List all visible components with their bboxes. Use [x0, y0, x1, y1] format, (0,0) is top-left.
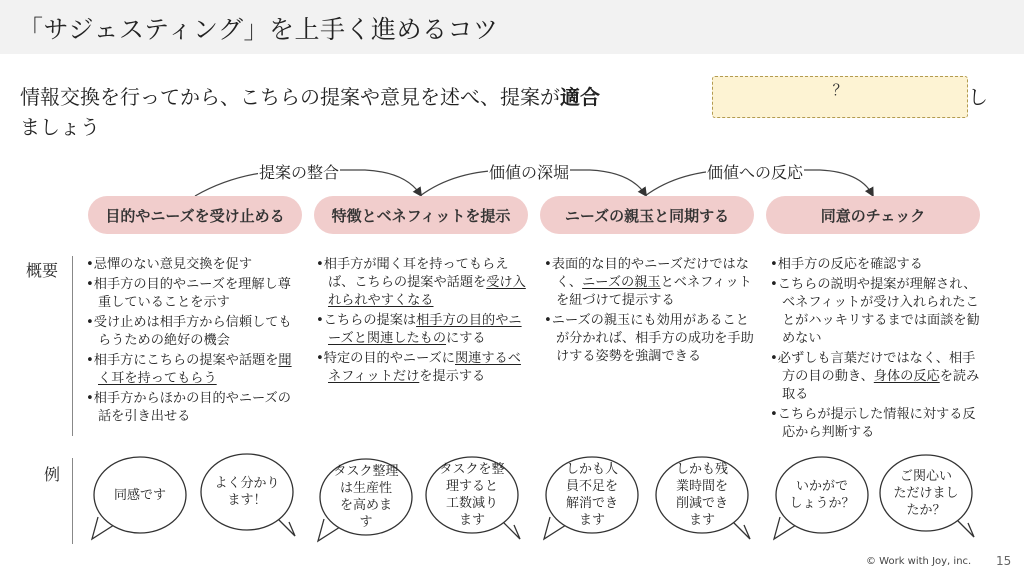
row-label-summary: 概要: [26, 261, 59, 280]
summary-bullet: •忌憚のない意見交換を促す: [86, 257, 253, 272]
summary-bullet: •こちらの提案は相手方の目的やニーズと関連したものにする: [316, 313, 522, 346]
page-title: 「サジェスティング」を上手く進めるコツ: [18, 15, 499, 44]
lead-line2: ましょう: [20, 115, 100, 139]
summary-bullet: •相手方の反応を確認する: [770, 257, 923, 272]
summary-bullet: •受け止めは相手方から信頼してもらうための絶好の機会: [86, 315, 292, 348]
summary-bullet: •必ずしも言葉だけではなく、相手方の目の動き、身体の反応を読み取る: [770, 351, 980, 402]
step-pill-2: 特徴とベネフィットを提示: [314, 196, 528, 234]
summary-bullet: •こちらが提示した情報に対する反応から判断する: [770, 407, 976, 440]
summary-bullet: •相手方にこちらの提案や話題を聞く耳を持ってもらう: [86, 353, 292, 386]
speech-bubble-text: ご関心い ただけまし たか？: [893, 468, 959, 518]
speech-bubble-text: いかがで しょうか？: [789, 479, 855, 511]
summary-bullet: •相手方の目的やニーズを理解し尊重していることを示す: [86, 277, 291, 310]
lead-part1: 情報交換を行ってから、こちらの提案や意見を述べ、提案が: [20, 85, 560, 109]
speech-bubble-text: 同感です: [113, 487, 166, 503]
lead-tail: し: [968, 85, 988, 109]
speech-bubble-text: よく分かり ます！: [214, 476, 280, 508]
step-pill-4: 同意のチェック: [766, 196, 980, 234]
speech-bubble-text: タスク整理 は生産性 を高めま す: [333, 464, 399, 530]
arc-label-1: 提案の整合: [258, 160, 340, 183]
step-pill-3: ニーズの親玉と同期する: [540, 196, 754, 234]
speech-bubble-text: しかも人 員不足を 解消でき ます: [565, 462, 618, 528]
step-pill-1: 目的やニーズを受け止める: [88, 196, 302, 234]
blank-question-mark: ？: [832, 81, 848, 99]
summary-bullet: •こちらの説明や提案が理解され、ベネフィットが受け入れられたことがハッキリするまでは面談を勧めない: [770, 277, 980, 346]
arc-label-2: 価値の深堀: [488, 160, 570, 183]
summary-bullet: •相手方からほかの目的やニーズの話を引き出せる: [86, 391, 291, 424]
page-number: 15: [996, 554, 1012, 568]
summary-bullet: •ニーズの親玉にも効用があることが分かれば、相手方の成功を手助けする姿勢を強調できる: [544, 313, 754, 364]
row-label-example: 例: [44, 465, 61, 484]
speech-bubble-text: タスクを整 理すると 工数減り ます: [439, 462, 505, 528]
lead-bold: 適合: [560, 85, 600, 109]
speech-bubble-text: しかも残 業時間を 削減でき ます: [675, 462, 728, 528]
copyright: © Work with Joy, inc.: [866, 556, 972, 567]
summary-bullet: •特定の目的やニーズに関連するベネフィットだけを提示する: [316, 351, 521, 384]
summary-bullet: •表面的な目的やニーズだけではなく、ニーズの親玉とベネフィットを紐づけて提示する: [544, 257, 752, 308]
arc-label-3: 価値への反応: [706, 160, 804, 183]
summary-bullet: •相手方が聞く耳を持ってもらえば、こちらの提案や話題を受け入れられやすくなる: [316, 257, 526, 308]
